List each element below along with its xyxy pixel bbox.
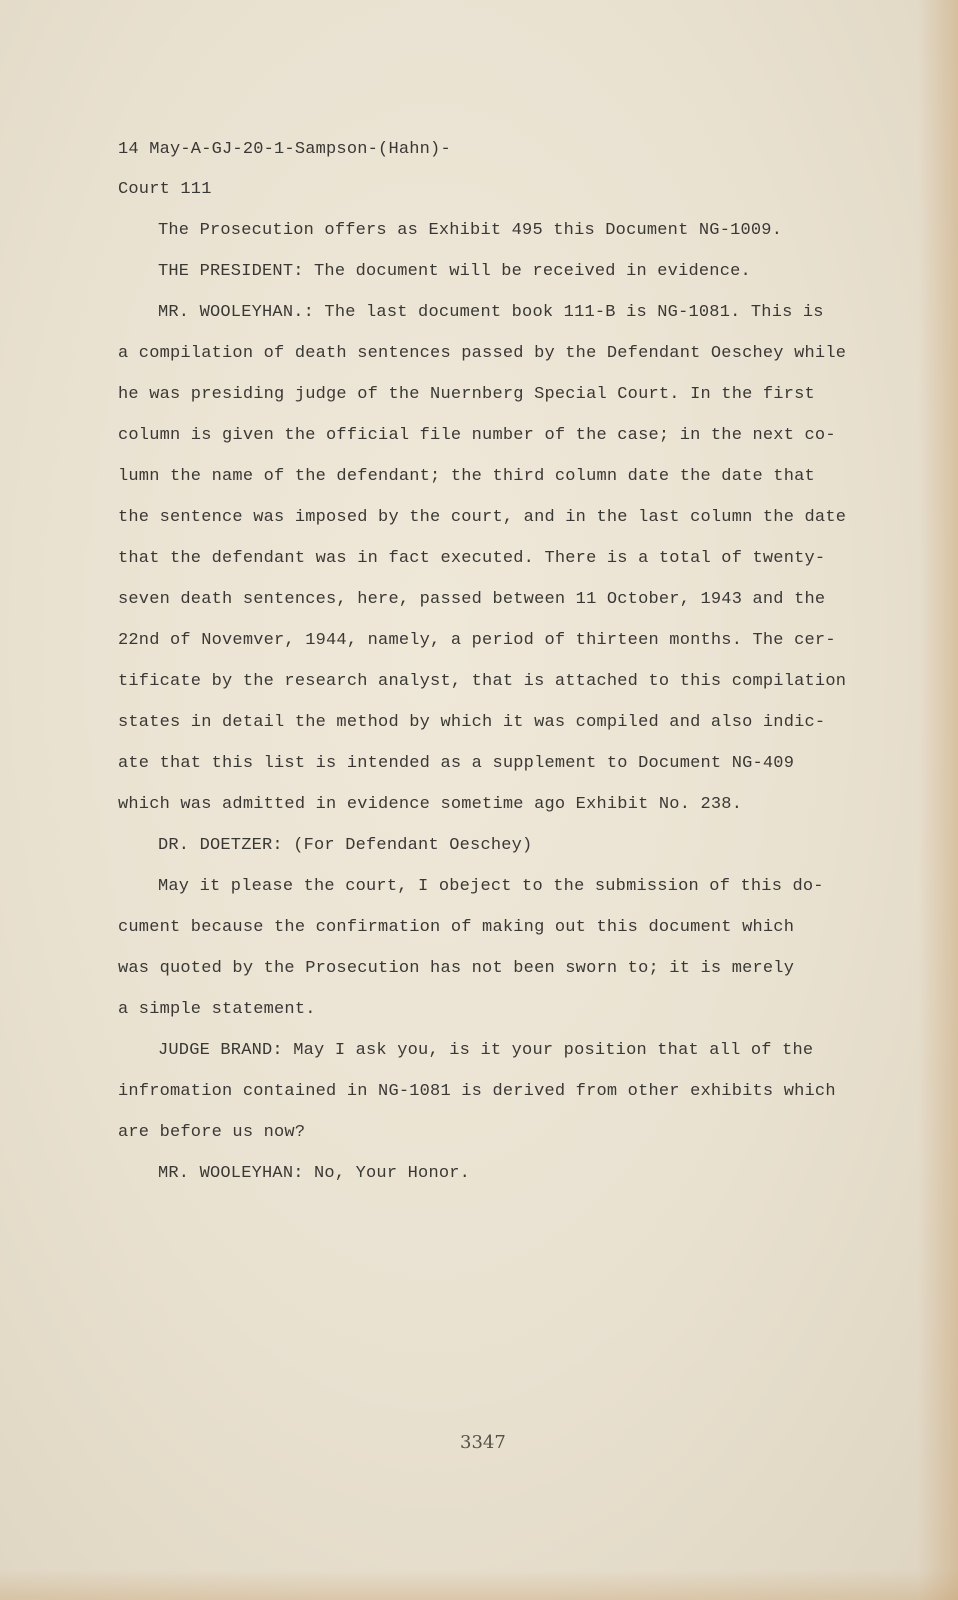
page-number: 3347	[460, 1432, 506, 1453]
text-line: a simple statement.	[118, 1000, 316, 1019]
text-line: lumn the name of the defendant; the third column date the date that	[118, 467, 815, 486]
text-line: he was presiding judge of the Nuernberg Special Court. In the first	[118, 385, 815, 404]
text-line: a compilation of death sentences passed by the Defendant Oeschey while	[118, 344, 847, 363]
text-line: THE PRESIDENT: The document will be received in evidence.	[158, 262, 751, 281]
text-line: ate that this list is intended as a supplement to Document NG-409	[118, 754, 795, 773]
text-line: which was admitted in evidence sometime ago Exhibit No. 238.	[118, 795, 743, 814]
text-line: 22nd of Novemver, 1944, namely, a period of thirteen months. The cer-	[118, 631, 836, 650]
text-line: that the defendant was in fact executed. There is a total of twenty-	[118, 549, 826, 568]
paper-edge-right	[918, 0, 958, 1600]
text-line: MR. WOOLEYHAN.: The last document book 111-B is NG-1081. This is	[158, 303, 824, 322]
text-line: seven death sentences, here, passed between 11 October, 1943 and the	[118, 590, 826, 609]
court-label: Court 111	[118, 180, 212, 199]
paper-edge-bottom	[0, 1570, 958, 1600]
text-line: column is given the official file number of the case; in the next co-	[118, 426, 836, 445]
text-line: states in detail the method by which it was compiled and also indic-	[118, 713, 826, 732]
text-line: MR. WOOLEYHAN: No, Your Honor.	[158, 1164, 471, 1183]
text-line: the sentence was imposed by the court, and in the last column the date	[118, 508, 847, 527]
text-line: DR. DOETZER: (For Defendant Oeschey)	[158, 836, 533, 855]
text-line: JUDGE BRAND: May I ask you, is it your position that all of the	[158, 1041, 814, 1060]
text-line: are before us now?	[118, 1123, 306, 1142]
text-line: infromation contained in NG-1081 is derived from other exhibits which	[118, 1082, 836, 1101]
document-header: 14 May-A-GJ-20-1-Sampson-(Hahn)-	[118, 140, 451, 159]
text-line: cument because the confirmation of making out this document which	[118, 918, 795, 937]
text-line: The Prosecution offers as Exhibit 495 this Document NG-1009.	[158, 221, 783, 240]
text-line: May it please the court, I obeject to the submission of this do-	[158, 877, 824, 896]
text-line: tificate by the research analyst, that is attached to this compilation	[118, 672, 847, 691]
text-line: was quoted by the Prosecution has not been sworn to; it is merely	[118, 959, 795, 978]
